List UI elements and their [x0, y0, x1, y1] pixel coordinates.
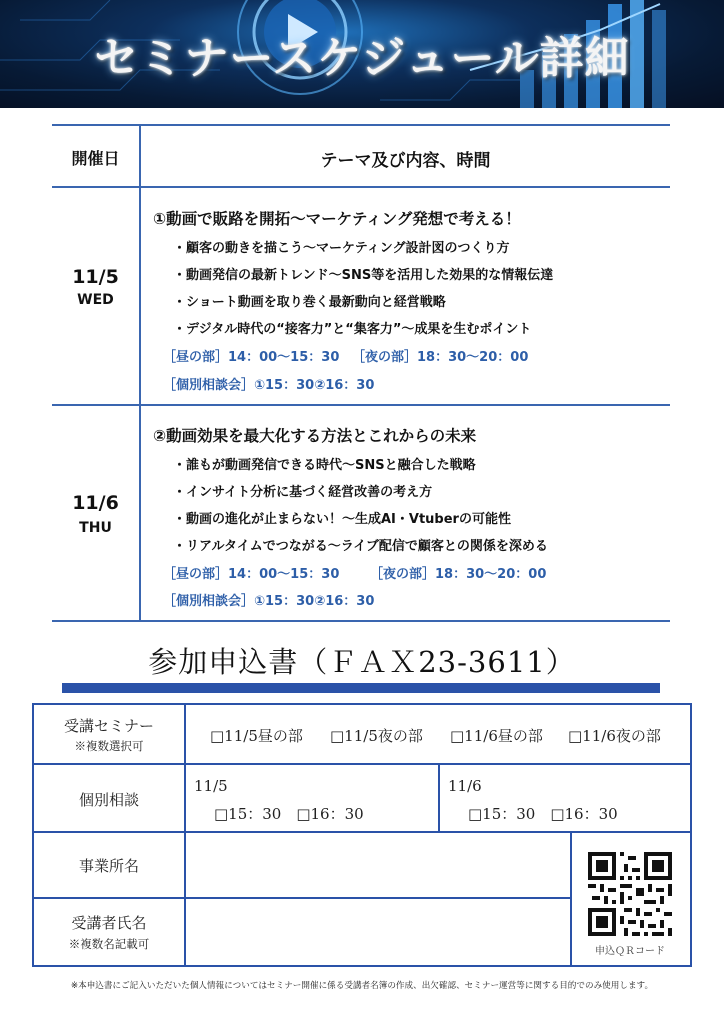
- session-bullet: ・顧客の動きを描こう～マーケティング設計図のつくり方: [173, 241, 510, 256]
- seminar-label: 受講セミナー: [63, 717, 154, 735]
- header-theme: テーマ及び内容、時間: [320, 151, 491, 171]
- form-divider: [34, 763, 690, 765]
- seminar-sublabel: ※複数選択可: [74, 739, 144, 753]
- session-day: THU: [79, 520, 112, 536]
- office-field[interactable]: [186, 833, 570, 897]
- qr-code[interactable]: [588, 852, 672, 936]
- title-underline: [62, 683, 660, 693]
- session-date: 11/6: [72, 492, 119, 514]
- form-divider: [438, 763, 440, 833]
- attendee-label: 受講者氏名: [71, 914, 147, 932]
- qr-caption: 申込ＱＲコード: [595, 946, 665, 957]
- consult-label: 個別相談: [78, 791, 139, 809]
- session-row-2: [52, 406, 670, 620]
- session-bullet: ・動画の進化が止まらない！～生成AI・Vtuberの可能性: [173, 512, 511, 527]
- attendee-field[interactable]: [186, 899, 570, 965]
- session-title: ①動画で販路を開拓～マーケティング発想で考える！: [153, 210, 521, 228]
- session-bullet: ・リアルタイムでつながる～ライブ配信で顧客との関係を深める: [173, 539, 548, 554]
- session-time-day: ［昼の部］14：00～15：30: [163, 567, 340, 582]
- session-day: WED: [77, 292, 114, 308]
- session-title: ②動画効果を最大化する方法とこれからの未来: [153, 427, 477, 445]
- schedule-header-row: [52, 126, 670, 188]
- seminar-checkbox-3[interactable]: □11/6昼の部: [450, 727, 543, 745]
- seminar-checkbox-4[interactable]: □11/6夜の部: [568, 727, 661, 745]
- session-bullet: ・ショート動画を取り巻く最新動向と経営戦略: [173, 295, 446, 310]
- session-time-night: ［夜の部］18：30～20：00: [352, 350, 529, 365]
- office-label: 事業所名: [78, 857, 139, 875]
- application-title: 参加申込書（ＦＡＸ23-3611）: [148, 645, 576, 679]
- consult-date-1: 11/5: [194, 777, 228, 795]
- seminar-checkbox-2[interactable]: □11/5夜の部: [330, 727, 423, 745]
- privacy-footnote: ※本申込書にご記入いただいた個人情報についてはセミナー開催に係る受講者名簿の作成、出欠確認、セミナー運営等に関する目的でのみ使用します。: [70, 981, 654, 991]
- seminar-checkbox-1[interactable]: □11/5昼の部: [210, 727, 303, 745]
- page-title: セミナースケジュール詳細: [94, 33, 630, 84]
- session-time-day: ［昼の部］14：00～15：30: [163, 350, 340, 365]
- session-consult: ［個別相談会］①15：30②16：30: [163, 594, 375, 609]
- attendee-sublabel: ※複数名記載可: [68, 937, 150, 951]
- schedule-table: [52, 124, 670, 622]
- header-banner: [0, 0, 724, 108]
- session-bullet: ・デジタル時代の“接客力”と“集客力”～成果を生むポイント: [173, 322, 532, 337]
- qr-code-icon: [588, 852, 672, 936]
- consult-date-2: 11/6: [448, 777, 482, 795]
- session-bullet: ・インサイト分析に基づく経営改善の考え方: [173, 485, 433, 500]
- session-consult: ［個別相談会］①15：30②16：30: [163, 378, 375, 393]
- session-bullet: ・誰もが動画発信できる時代～SNSと融合した戦略: [173, 458, 476, 473]
- session-date: 11/5: [72, 266, 119, 288]
- header-date: 開催日: [71, 149, 120, 168]
- consult-options-2[interactable]: □15：30 □16：30: [468, 805, 618, 823]
- session-row-1: [52, 188, 670, 406]
- consult-options-1[interactable]: □15：30 □16：30: [214, 805, 364, 823]
- session-bullet: ・動画発信の最新トレンド～SNS等を活用した効果的な情報伝達: [173, 268, 554, 283]
- session-time-night: ［夜の部］18：30～20：00: [370, 567, 547, 582]
